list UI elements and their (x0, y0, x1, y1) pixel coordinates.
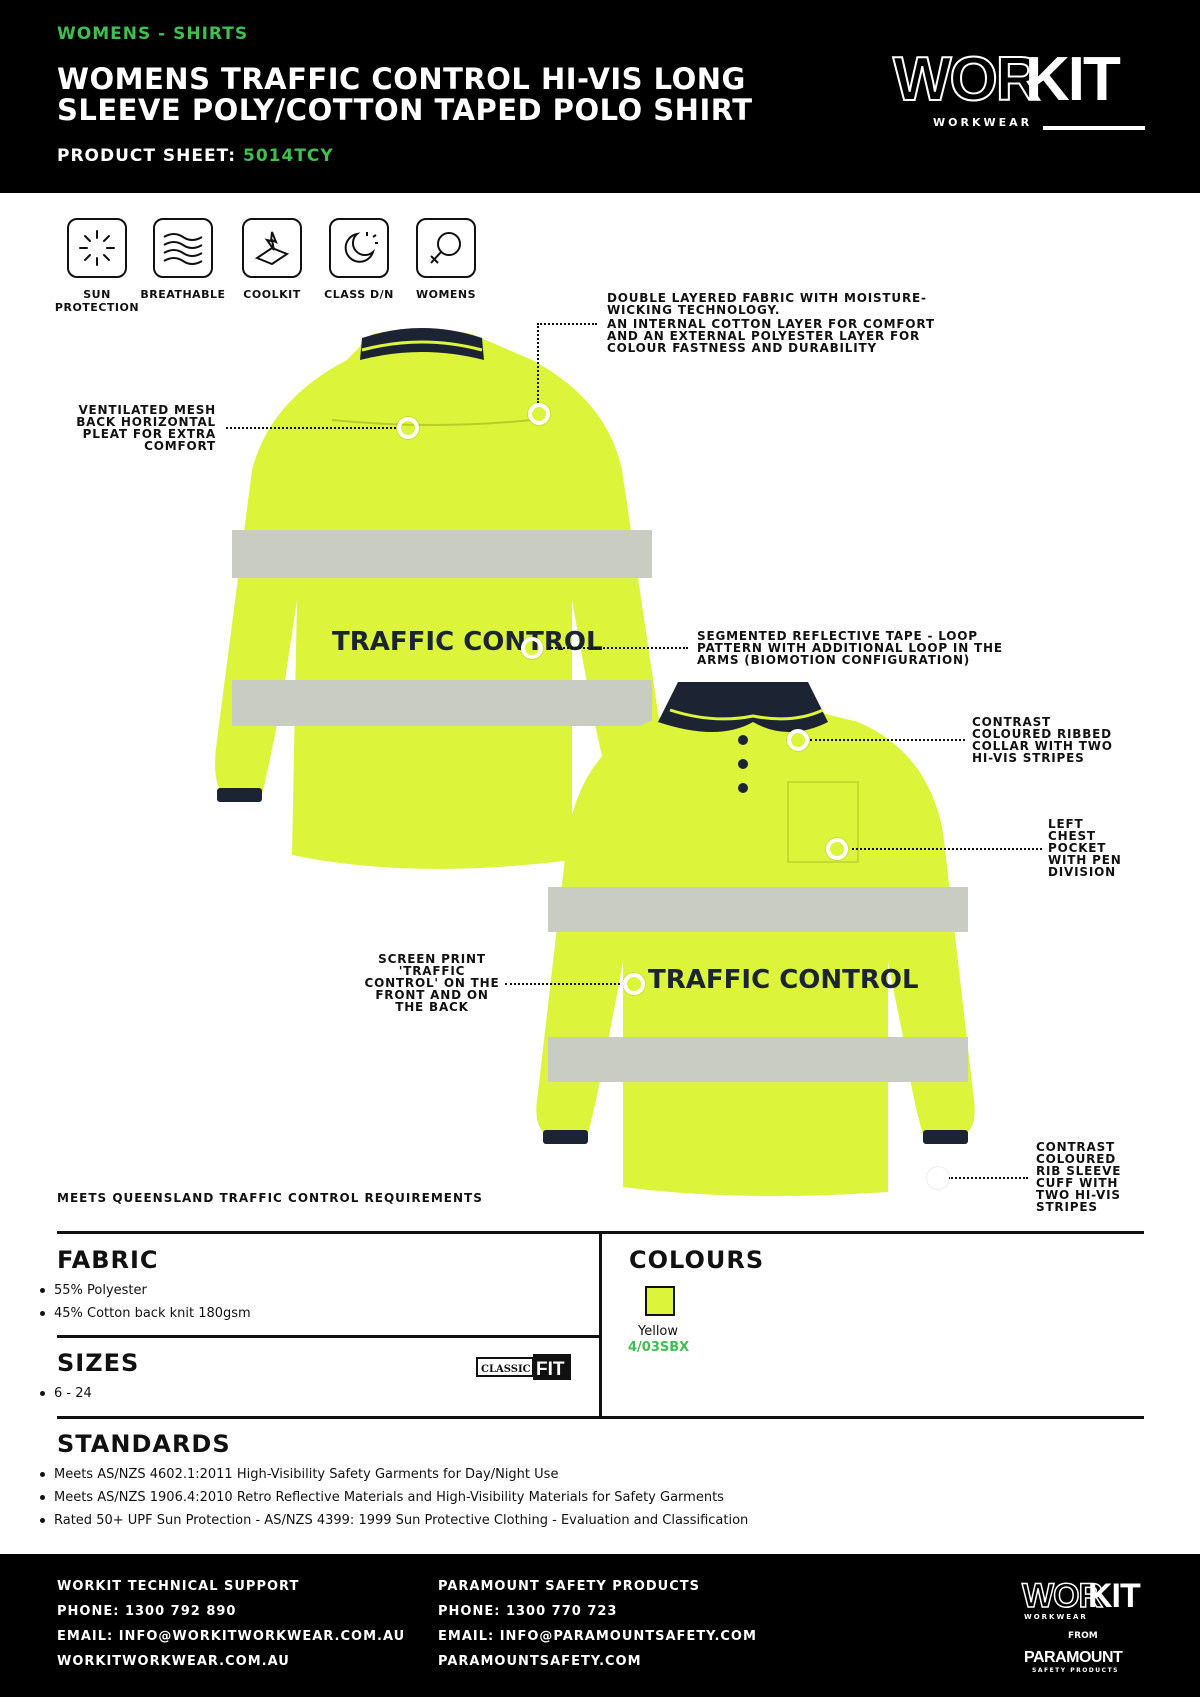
feature-sun (52, 218, 142, 314)
feature-icons (52, 218, 492, 318)
footer-email[interactable]: EMAIL: INFO@WORKITWORKWEAR.COM.AU (57, 1629, 406, 1644)
title-line-1: WOMENS TRAFFIC CONTROL HI-VIS LONG (57, 62, 746, 96)
annotation-mesh: VENTILATED MESH BACK HORIZONTAL PLEAT FOR EXTRA COMFORT (76, 403, 216, 453)
workit-logo (893, 45, 1145, 138)
footer-logo-wor: WOR (1022, 1577, 1103, 1615)
badge-fit: FIT (536, 1359, 565, 1380)
leader-line (852, 848, 1042, 850)
colour-swatch-yellow (645, 1286, 675, 1316)
feature-label: CLASS D/N (324, 288, 394, 301)
logo-wor: WOR (893, 45, 1039, 114)
callout-marker (826, 838, 848, 860)
page-title (57, 64, 857, 126)
sheet-label: PRODUCT SHEET: (57, 146, 237, 166)
list-item: Meets AS/NZS 1906.4:2010 Retro Reflective Materials and High-Visibility Materials for Safety Garments (38, 1486, 748, 1509)
annotation-fabric-body: AN INTERNAL COTTON LAYER FOR COMFORT AND AN EXTERNAL POLYESTER LAYER FOR COLOUR FASTNESS AND DURABILITY (607, 317, 935, 355)
leader-line (810, 739, 965, 741)
feature-womens (401, 218, 491, 301)
sizes-title: SIZES (57, 1349, 140, 1377)
footer-heading: PARAMOUNT SAFETY PRODUCTS (438, 1579, 700, 1594)
callout-marker (927, 1167, 949, 1189)
list-item: 45% Cotton back knit 180gsm (38, 1302, 251, 1325)
back-print-text: TRAFFIC CONTROL (332, 627, 603, 657)
feature-label: BREATHABLE (140, 288, 226, 301)
badge-classic: CLASSIC (481, 1364, 531, 1375)
sun-icon (67, 218, 127, 278)
annotation-tape: SEGMENTED REFLECTIVE TAPE - LOOP PATTERN WITH ADDITIONAL LOOP IN THE ARMS (BIOMOTION CONFIGURATION) (697, 629, 1003, 667)
category-label: WOMENS - SHIRTS (57, 24, 249, 44)
leader-line (537, 323, 539, 403)
feature-class-dn (314, 218, 404, 301)
standards-title: STANDARDS (57, 1430, 231, 1458)
feature-label: SUN PROTECTION (54, 288, 140, 314)
annotation-pocket: LEFT CHEST POCKET WITH PEN DIVISION (1048, 817, 1122, 879)
leader-line (548, 647, 688, 649)
footer-logo-from: FROM (1068, 1631, 1098, 1641)
list-item: 6 - 24 (38, 1382, 92, 1405)
colour-name: Yellow (638, 1324, 679, 1339)
footer-heading: WORKIT TECHNICAL SUPPORT (57, 1579, 300, 1594)
footer-website[interactable]: PARAMOUNTSAFETY.COM (438, 1654, 642, 1669)
list-item: Meets AS/NZS 4602.1:2011 High-Visibility Safety Garments for Day/Night Use (38, 1463, 748, 1486)
feature-label: COOLKIT (243, 288, 301, 301)
footer-workit-contact (57, 1574, 405, 1674)
footer-phone: PHONE: 1300 770 723 (438, 1604, 618, 1619)
colour-code: 4/03SBX (628, 1340, 690, 1355)
header-bar (0, 0, 1200, 193)
product-sheet-label (57, 146, 334, 166)
leader-line (505, 983, 620, 985)
logo-kit: KIT (1025, 45, 1119, 114)
callout-marker (397, 417, 419, 439)
annotation-collar: CONTRAST COLOURED RIBBED COLLAR WITH TWO HI-VIS STRIPES (972, 715, 1113, 765)
fabric-list (38, 1279, 251, 1325)
feature-coolkit (227, 218, 317, 301)
day-night-icon (329, 218, 389, 278)
colours-title: COLOURS (629, 1246, 765, 1274)
annotation-cuff: CONTRAST COLOURED RIB SLEEVE CUFF WITH TWO HI-VIS STRIPES (1036, 1140, 1122, 1214)
meets-requirements: MEETS QUEENSLAND TRAFFIC CONTROL REQUIREMENTS (57, 1191, 483, 1205)
footer-logo-kit: KIT (1088, 1577, 1140, 1615)
divider (57, 1335, 599, 1338)
divider (599, 1231, 602, 1419)
front-print-text: TRAFFIC CONTROL (648, 965, 919, 995)
footer-paramount-contact (438, 1574, 757, 1674)
annotation-fabric-title: DOUBLE LAYERED FABRIC WITH MOISTURE-WICKING TECHNOLOGY. (607, 291, 927, 317)
footer-logo (1022, 1578, 1142, 1678)
list-item: 55% Polyester (38, 1279, 251, 1302)
sizes-list (38, 1382, 92, 1405)
annotation-print: SCREEN PRINT 'TRAFFIC CONTROL' ON THE FRONT AND ON THE BACK (364, 952, 500, 1014)
sheet-code: 5014TCY (243, 146, 334, 166)
standards-list (38, 1463, 748, 1532)
footer-logo-workwear: WORKWEAR (1024, 1613, 1088, 1621)
title-line-2: SLEEVE POLY/COTTON TAPED POLO SHIRT (57, 93, 753, 127)
callout-marker (787, 729, 809, 751)
paramount-logo: PARAMOUNT (1024, 1649, 1123, 1666)
annotation-fabric (607, 292, 947, 354)
paramount-logo-sub: SAFETY PRODUCTS (1032, 1667, 1119, 1674)
leader-line (537, 323, 597, 325)
logo-underline (1043, 126, 1145, 130)
feature-breathable (138, 218, 228, 301)
leader-line (226, 427, 396, 429)
callout-marker (528, 403, 550, 425)
breathable-icon (153, 218, 213, 278)
classic-fit-badge (476, 1353, 572, 1381)
divider (57, 1416, 1144, 1419)
feature-label: WOMENS (415, 288, 477, 301)
shirt-front-image (528, 682, 978, 1202)
coolkit-icon (242, 218, 302, 278)
callout-marker (521, 637, 543, 659)
callout-marker (623, 973, 645, 995)
logo-workwear: WORKWEAR (933, 116, 1033, 129)
list-item: Rated 50+ UPF Sun Protection - AS/NZS 4399: 1999 Sun Protective Clothing - Evaluation and Classification (38, 1509, 748, 1532)
footer (0, 1554, 1200, 1697)
footer-phone: PHONE: 1300 792 890 (57, 1604, 237, 1619)
female-icon (416, 218, 476, 278)
footer-email[interactable]: EMAIL: INFO@PARAMOUNTSAFETY.COM (438, 1629, 757, 1644)
leader-line (948, 1177, 1028, 1179)
footer-website[interactable]: WORKITWORKWEAR.COM.AU (57, 1654, 290, 1669)
fabric-title: FABRIC (57, 1246, 159, 1274)
